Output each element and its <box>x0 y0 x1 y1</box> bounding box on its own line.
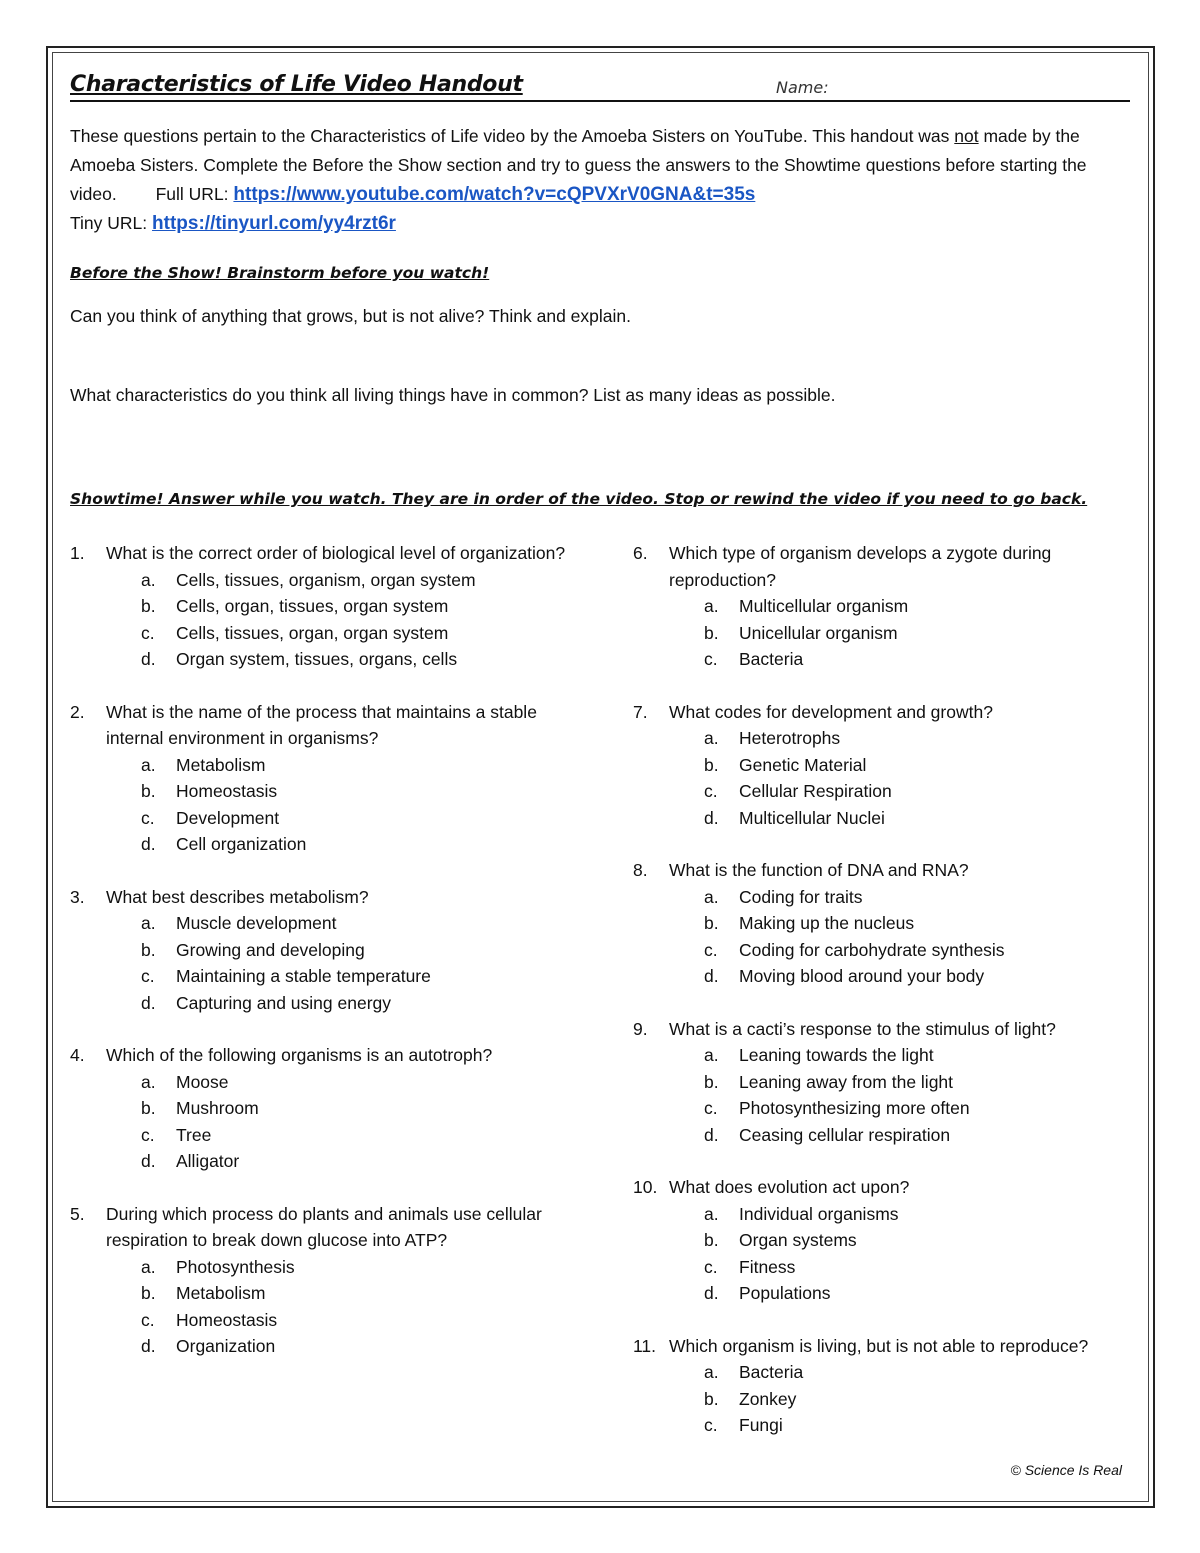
before-show-heading: Before the Show! Brainstorm before you watch! <box>70 264 490 282</box>
full-url-link[interactable]: https://www.youtube.com/watch?v=cQPVXrV0GNA&t=35s <box>233 184 756 205</box>
question-text: What is the name of the process that maintains a stable internal environment in organisms? <box>106 701 537 748</box>
answer-option <box>704 1095 1133 1122</box>
answer-option <box>141 805 590 832</box>
option-text: Coding for carbohydrate synthesis <box>739 939 1005 960</box>
option-text: Ceasing cellular respiration <box>739 1124 951 1145</box>
question-10 <box>633 1174 1133 1307</box>
answer-option <box>141 646 590 673</box>
option-letter: d. <box>704 1283 719 1303</box>
option-letter: c. <box>704 781 718 801</box>
answer-option <box>704 752 1133 779</box>
answer-option <box>704 725 1133 752</box>
option-text: Multicellular organism <box>739 596 909 616</box>
showtime-heading: Showtime! Answer while you watch. They are in order of the video. Stop or rewind the video if you need to go back. <box>70 490 1088 508</box>
option-letter: d. <box>704 807 719 828</box>
option-text: Homeostasis <box>176 781 278 801</box>
answer-option <box>704 910 1133 937</box>
answer-option <box>141 567 590 594</box>
answer-option <box>141 831 590 858</box>
answer-option <box>704 937 1133 964</box>
option-letter: a. <box>141 1256 156 1277</box>
option-letter: b. <box>141 596 156 616</box>
option-letter: c. <box>141 807 155 828</box>
intro-text-1: These questions pertain to the Characteristics of Life video by the Amoeba Sisters on YouTube. This handout was <box>70 126 955 146</box>
option-letter: b. <box>704 1230 719 1250</box>
option-text: Coding for traits <box>739 886 863 907</box>
intro-underlined-word: not <box>954 126 979 146</box>
answer-option <box>704 646 1133 673</box>
questions-left-column <box>70 540 590 1386</box>
answer-option <box>141 1095 590 1122</box>
option-letter: b. <box>141 939 156 960</box>
option-letter: a. <box>704 886 719 907</box>
question-5 <box>70 1201 590 1360</box>
option-letter: d. <box>704 1124 719 1145</box>
question-text: What codes for development and growth? <box>669 701 993 722</box>
option-text: Mushroom <box>176 1098 259 1118</box>
answer-option <box>704 778 1133 805</box>
question-number: 7. <box>633 701 648 722</box>
option-letter: c. <box>141 622 155 643</box>
question-text: Which of the following organisms is an autotroph? <box>106 1045 493 1065</box>
option-text: Growing and developing <box>176 939 365 960</box>
option-letter: c. <box>141 1309 155 1330</box>
option-text: Organization <box>176 1336 276 1356</box>
before-show-question-1: Can you think of anything that grows, but is not alive? Think and explain. <box>70 306 631 326</box>
question-text: Which type of organism develops a zygote during reproduction? <box>669 543 1052 590</box>
option-letter: a. <box>704 596 719 616</box>
option-text: Homeostasis <box>176 1309 278 1330</box>
option-text: Development <box>176 807 280 828</box>
option-letter: a. <box>141 913 156 933</box>
option-letter: c. <box>704 1256 718 1277</box>
answer-option <box>704 1042 1133 1069</box>
answer-option <box>141 1069 590 1096</box>
answer-option <box>141 937 590 964</box>
option-letter: b. <box>141 1098 156 1118</box>
option-text: Individual organisms <box>739 1203 899 1224</box>
answer-option <box>704 805 1133 832</box>
option-letter: c. <box>141 966 155 986</box>
option-text: Metabolism <box>176 1283 266 1303</box>
name-label: Name: <box>776 78 829 97</box>
option-text: Photosynthesis <box>176 1256 295 1277</box>
question-text: During which process do plants and animals use cellular respiration to break down glucose into ATP? <box>106 1203 542 1250</box>
option-text: Making up the nucleus <box>739 913 915 933</box>
answer-option <box>141 1254 590 1281</box>
option-text: Capturing and using energy <box>176 992 392 1013</box>
option-text: Cell organization <box>176 834 307 854</box>
option-letter: d. <box>704 966 719 986</box>
option-text: Genetic Material <box>739 754 867 775</box>
answer-option <box>141 963 590 990</box>
tiny-url-link[interactable]: https://tinyurl.com/yy4rzt6r <box>152 213 396 234</box>
question-number: 10. <box>633 1177 658 1197</box>
option-letter: a. <box>141 569 156 590</box>
tiny-url-label: Tiny URL: <box>70 213 148 233</box>
question-text: What best describes metabolism? <box>106 886 369 907</box>
option-letter: b. <box>704 913 719 933</box>
option-letter: c. <box>704 939 718 960</box>
option-text: Zonkey <box>739 1388 797 1409</box>
option-letter: c. <box>141 1124 155 1145</box>
question-3 <box>70 884 590 1017</box>
answer-option <box>704 1280 1133 1307</box>
full-url-label: Full URL: <box>155 184 229 204</box>
question-4 <box>70 1042 590 1175</box>
question-2 <box>70 699 590 858</box>
answer-option <box>704 1359 1133 1386</box>
question-11 <box>633 1333 1133 1439</box>
option-letter: d. <box>141 1151 156 1171</box>
question-1 <box>70 540 590 673</box>
option-text: Unicellular organism <box>739 622 898 643</box>
answer-option <box>141 778 590 805</box>
question-6 <box>633 540 1133 673</box>
answer-option <box>141 1122 590 1149</box>
option-letter: a. <box>704 1362 719 1382</box>
question-text: What is the correct order of biological level of organization? <box>106 543 566 563</box>
question-7 <box>633 699 1133 832</box>
question-number: 4. <box>70 1045 85 1065</box>
option-letter: d. <box>141 992 156 1013</box>
question-number: 6. <box>633 543 648 563</box>
answer-option <box>141 1280 590 1307</box>
question-text: Which organism is living, but is not able to reproduce? <box>669 1335 1089 1356</box>
option-text: Alligator <box>176 1151 240 1171</box>
option-text: Cellular Respiration <box>739 781 892 801</box>
option-letter: b. <box>704 622 719 643</box>
option-text: Moving blood around your body <box>739 966 985 986</box>
option-letter: a. <box>704 1045 719 1065</box>
option-text: Fungi <box>739 1415 783 1435</box>
copyright-notice: © Science Is Real <box>1010 1462 1122 1478</box>
question-number: 9. <box>633 1018 648 1039</box>
answer-option <box>141 752 590 779</box>
option-letter: d. <box>141 834 156 854</box>
answer-option <box>141 1307 590 1334</box>
option-letter: c. <box>704 1098 718 1118</box>
answer-option <box>704 963 1133 990</box>
option-letter: b. <box>704 754 719 775</box>
question-number: 3. <box>70 886 85 907</box>
question-text: What is a cacti’s response to the stimulus of light? <box>669 1018 1056 1039</box>
answer-option <box>141 1148 590 1175</box>
questions-right-column <box>633 540 1133 1465</box>
option-letter: d. <box>141 1336 156 1356</box>
question-number: 2. <box>70 701 85 722</box>
option-text: Leaning away from the light <box>739 1071 954 1092</box>
option-letter: a. <box>704 1203 719 1224</box>
intro-paragraph <box>70 122 1130 238</box>
answer-option <box>704 1386 1133 1413</box>
option-letter: b. <box>141 1283 156 1303</box>
answer-option <box>141 620 590 647</box>
page-title: Characteristics of Life Video Handout <box>70 72 523 97</box>
option-text: Maintaining a stable temperature <box>176 966 431 986</box>
option-text: Organ systems <box>739 1230 857 1250</box>
option-letter: a. <box>141 1071 156 1092</box>
question-text: What is the function of DNA and RNA? <box>669 860 969 880</box>
option-text: Muscle development <box>176 913 337 933</box>
option-text: Photosynthesizing more often <box>739 1098 970 1118</box>
option-text: Cells, tissues, organ, organ system <box>176 622 449 643</box>
option-text: Heterotrophs <box>739 728 841 748</box>
answer-option <box>141 990 590 1017</box>
option-text: Bacteria <box>739 1362 804 1382</box>
option-text: Bacteria <box>739 649 804 669</box>
option-letter: d. <box>141 649 156 669</box>
option-text: Multicellular Nuclei <box>739 807 885 828</box>
answer-option <box>704 1122 1133 1149</box>
option-letter: b. <box>704 1071 719 1092</box>
answer-option <box>704 1201 1133 1228</box>
answer-option <box>704 593 1133 620</box>
option-text: Metabolism <box>176 754 266 775</box>
answer-option <box>704 884 1133 911</box>
option-text: Populations <box>739 1283 831 1303</box>
option-text: Fitness <box>739 1256 796 1277</box>
answer-option <box>704 1069 1133 1096</box>
answer-option <box>704 1254 1133 1281</box>
option-text: Organ system, tissues, organs, cells <box>176 649 458 669</box>
intro-text-2: made by the Amoeba Sisters. Complete the Before the Show section and try to guess the answers to the Showtime questions before starting the video. <box>70 126 1087 204</box>
answer-option <box>704 1412 1133 1439</box>
option-letter: b. <box>141 781 156 801</box>
before-show-question-2: What characteristics do you think all living things have in common? List as many ideas as possible. <box>70 385 836 405</box>
title-row <box>70 72 1130 102</box>
question-number: 1. <box>70 543 85 563</box>
question-number: 11. <box>633 1335 657 1356</box>
option-letter: a. <box>141 754 156 775</box>
answer-option <box>141 593 590 620</box>
question-text: What does evolution act upon? <box>669 1177 910 1197</box>
option-letter: b. <box>704 1388 719 1409</box>
answer-option <box>704 620 1133 647</box>
option-text: Tree <box>176 1124 212 1145</box>
question-number: 5. <box>70 1203 85 1224</box>
option-text: Cells, organ, tissues, organ system <box>176 596 449 616</box>
option-text: Cells, tissues, organism, organ system <box>176 569 476 590</box>
answer-option <box>141 910 590 937</box>
question-8 <box>633 857 1133 990</box>
option-letter: c. <box>704 649 718 669</box>
question-number: 8. <box>633 860 648 880</box>
question-9 <box>633 1016 1133 1149</box>
answer-option <box>704 1227 1133 1254</box>
option-text: Leaning towards the light <box>739 1045 934 1065</box>
option-text: Moose <box>176 1071 229 1092</box>
option-letter: c. <box>704 1415 718 1435</box>
option-letter: a. <box>704 728 719 748</box>
answer-option <box>141 1333 590 1360</box>
